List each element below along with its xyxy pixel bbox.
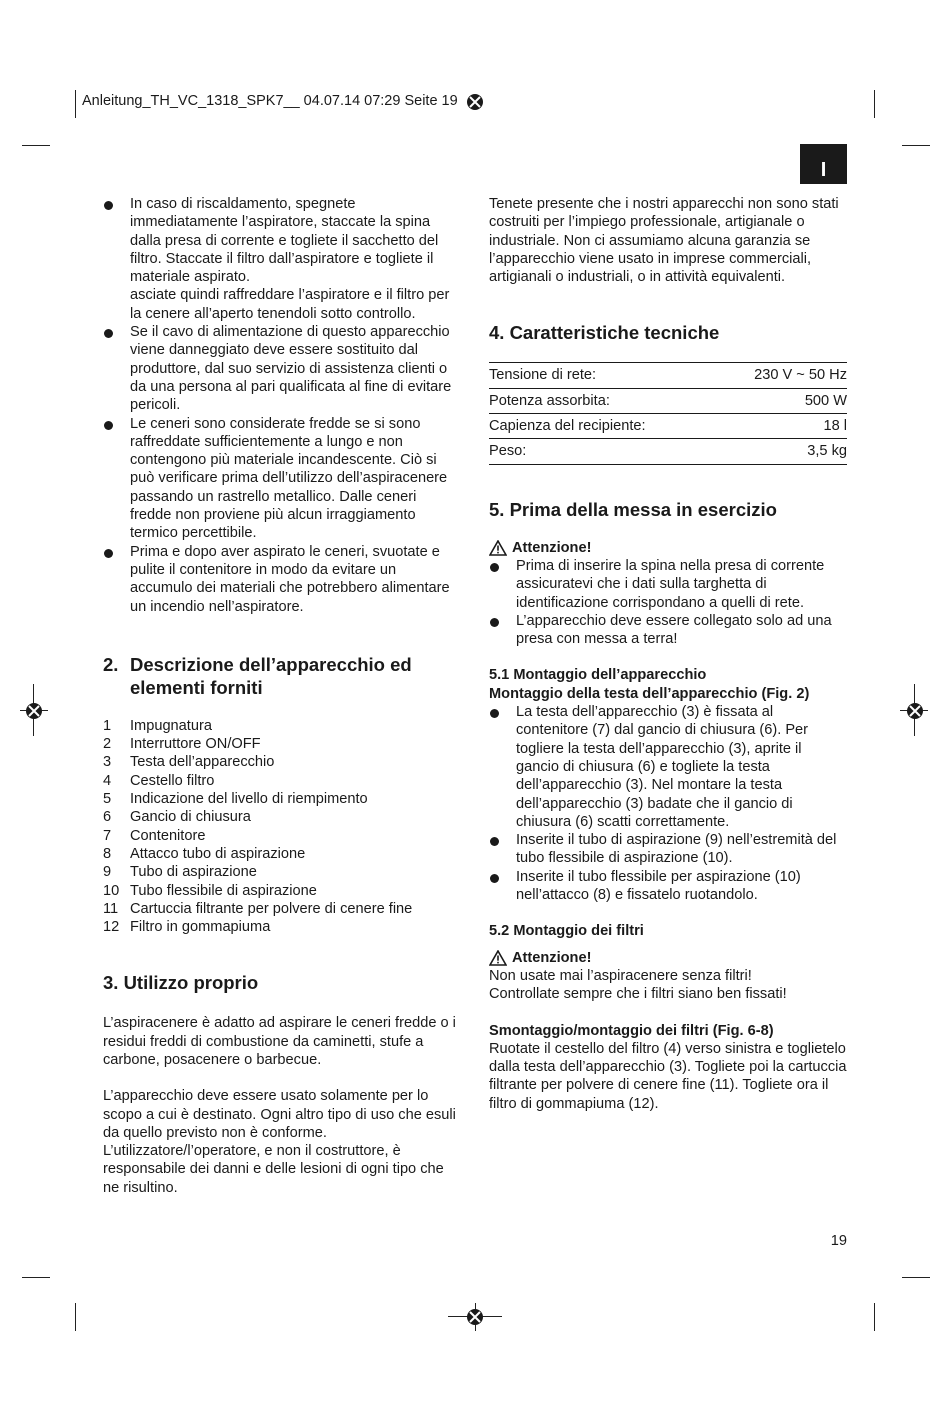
paragraph: Ruotate il cestello del filtro (4) verso sinistra e toglietelo dalla testa dell’apparecchio (3). Togliete poi la cartuccia filtrante per polvere di cenere fine (11). Togliete ora il filtro di gommapiuma (12). — [489, 1040, 847, 1112]
list-item: 2 Interruttore ON/OFF — [103, 736, 261, 753]
table-row: Potenza assorbita: 500 W — [489, 388, 847, 413]
table-row: Tensione di rete: 230 V ~ 50 Hz — [489, 363, 847, 388]
section-2-heading — [103, 653, 461, 699]
section-number: 2. — [103, 653, 119, 675]
list-item: Le ceneri sono considerate fredde se si sono raffreddate sufficientemente a lungo e non contengono più materiale incandescente. Ciò si può verificare prima dell’utilizzo dell’aspiracenere passando un rastrello metallico. Dalle ceneri fredde non proviene più alcun irraggiamento termico percettibile. — [103, 415, 461, 543]
paragraph: Non usate mai l’aspiracenere senza filtri! Controllate sempre che i filtri siano ben fissati! — [489, 967, 787, 1003]
list-item: Se il cavo di alimentazione di questo apparecchio viene danneggiato deve essere sostituito dal produttore, dal suo servizio di assistenza clienti o da una persona al pari qualificata al fine di evitare pericoli. — [103, 323, 461, 414]
crop-mark — [22, 1277, 50, 1278]
file-info-header: Anleitung_TH_VC_1318_SPK7__ 04.07.14 07:29 Seite 19 — [82, 93, 458, 109]
crop-mark — [75, 1303, 76, 1331]
registration-mark-icon — [905, 701, 925, 721]
registration-mark-icon — [465, 92, 485, 112]
paragraph: L’apparecchio deve essere usato solamente per lo scopo a cui è destinato. Ogni altro tipo di uso che esuli da quello previsto non è conforme. L’utilizzatore/l’operatore, e non il costruttore, è responsabile dei danni e delle lesioni di ogni tipo che ne risultino. — [103, 1088, 456, 1196]
crop-mark — [22, 145, 50, 146]
section-3-heading: 3. Utilizzo proprio — [103, 972, 259, 994]
left-column — [103, 195, 461, 1197]
section-5-heading: 5. Prima della messa in esercizio — [489, 498, 777, 520]
warning-heading: Attenzione! — [489, 949, 847, 967]
assembly-bullet-list — [489, 703, 847, 904]
right-column — [489, 195, 847, 1113]
list-item: 6 Gancio di chiusura — [103, 809, 251, 826]
registration-mark-icon — [24, 701, 44, 721]
warning-triangle-icon — [489, 540, 507, 556]
paragraph: L’aspiracenere è adatto ad aspirare le ceneri fredde o i residui freddi di combustione da caminetti, stufe a carbone, posacenere o barbecue. — [103, 1015, 456, 1068]
registration-mark-icon — [465, 1307, 485, 1327]
crop-mark — [874, 90, 875, 118]
list-item: 1 Impugnatura — [103, 717, 212, 734]
spec-table — [489, 362, 847, 464]
paragraph: Tenete presente che i nostri apparecchi non sono stati costruiti per l’impiego professionale, artigianale o industriale. Non ci assumiamo alcuna garanzia se l’apparecchio viene usato in imprese commerciali, artigianali o industriali, o in attività equivalenti. — [489, 196, 839, 286]
safety-bullet-list — [103, 195, 461, 616]
list-item: 12 Filtro in gommapiuma — [103, 919, 271, 936]
list-item: 5 Indicazione del livello di riempimento — [103, 791, 368, 808]
list-item: 3 Testa dell’apparecchio — [103, 754, 275, 771]
list-item: Prima di inserire la spina nella presa di corrente assicuratevi che i dati sulla targhetta di identificazione corrispondano a quelli di rete. — [489, 557, 847, 612]
section-title: Descrizione dell’apparecchio ed elementi forniti — [130, 653, 412, 698]
list-item: 4 Cestello filtro — [103, 772, 215, 789]
list-item: Inserite il tubo flessibile per aspirazione (10) nell’attacco (8) e fissatelo ruotandolo. — [489, 868, 847, 905]
crop-mark — [902, 145, 930, 146]
list-item: La testa dell’apparecchio (3) è fissata al contenitore (7) dal gancio di chiusura (6). Per togliere la testa dell’apparecchio (3), aprite il gancio di chiusura (6) e togliete la testa dell’apparecchio (3). Nel montare la testa dell’apparecchio (3) badate che il gancio di chiusura (6) scatti correttamente. — [489, 703, 847, 831]
warning-heading: Attenzione! — [489, 539, 847, 557]
subsection-title: 5.2 Montaggio dei filtri — [489, 923, 644, 940]
list-item: 10 Tubo flessibile di aspirazione — [103, 882, 317, 899]
warning-triangle-icon — [489, 950, 507, 966]
list-item: 8 Attacco tubo di aspirazione — [103, 845, 306, 862]
list-item: 7 Contenitore — [103, 827, 206, 844]
crop-mark — [874, 1303, 875, 1331]
list-item: 9 Tubo di aspirazione — [103, 864, 257, 881]
subsection-title: 5.1 Montaggio dell’apparecchio — [489, 667, 707, 684]
list-item: L’apparecchio deve essere collegato solo ad una presa con messa a terra! — [489, 612, 847, 649]
subsection-subtitle: Montaggio della testa dell’apparecchio (Fig. 2) — [489, 685, 810, 702]
language-tab: I — [800, 144, 847, 184]
warning-bullet-list — [489, 557, 847, 648]
list-item: In caso di riscaldamento, spegnete immediatamente l’aspiratore, staccate la spina dalla presa di corrente e togliete il sacchetto del filtro. Staccate il filtro dall’aspiratore e togliete il materiale aspirato. asciate quindi raffreddare l’aspiratore e il filtro per la cenere all’aperto tenendoli sotto controllo. — [103, 195, 461, 323]
list-item: 11 Cartuccia filtrante per polvere di cenere fine — [103, 900, 413, 917]
table-row: Capienza del recipiente: 18 l — [489, 414, 847, 439]
list-item: Prima e dopo aver aspirato le ceneri, svuotate e pulite il contenitore in modo da evitare un accumulo dei materiali che potrebbero alimentare un incendio nell’aspiratore. — [103, 543, 461, 616]
subsection-subtitle: Smontaggio/montaggio dei filtri (Fig. 6-8) — [489, 1022, 774, 1039]
crop-mark — [75, 90, 76, 118]
page-number: 19 — [830, 1233, 847, 1249]
parts-list — [103, 717, 461, 937]
table-row: Peso: 3,5 kg — [489, 439, 847, 464]
section-4-heading: 4. Caratteristiche tecniche — [489, 322, 720, 344]
list-item: Inserite il tubo di aspirazione (9) nell’estremità del tubo flessibile di aspirazione (10). — [489, 831, 847, 868]
crop-mark — [902, 1277, 930, 1278]
